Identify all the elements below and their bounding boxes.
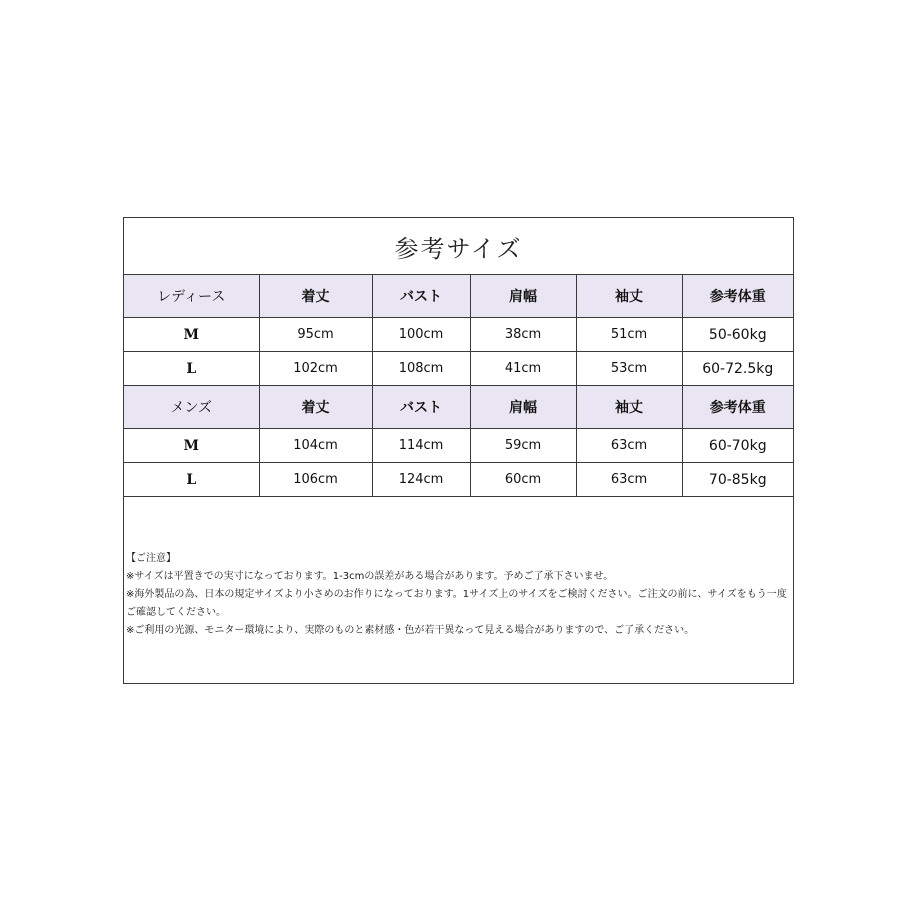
table-header-row <box>124 275 793 318</box>
cell-weight: 60-70kg <box>682 429 793 463</box>
cell-length: 102cm <box>259 352 372 386</box>
group-label-mens: メンズ <box>124 386 259 429</box>
cell-shoulder: 60cm <box>470 463 576 497</box>
header-length: 着丈 <box>259 275 372 318</box>
size-label: M <box>124 318 259 352</box>
cell-weight: 60-72.5kg <box>682 352 793 386</box>
header-bust: バスト <box>372 275 470 318</box>
cell-weight: 70-85kg <box>682 463 793 497</box>
group-label-ladies: レディース <box>124 275 259 318</box>
header-shoulder: 肩幅 <box>470 275 576 318</box>
note-line: ※ご利用の光源、モニター環境により、実際のものと素材感・色が若干異なって見える場合がありますので、ご了承ください。 <box>126 625 695 636</box>
cell-weight: 50-60kg <box>682 318 793 352</box>
notes-heading: 【ご注意】 <box>126 553 176 564</box>
size-label: M <box>124 429 259 463</box>
size-label: L <box>124 463 259 497</box>
size-chart-card <box>123 217 794 684</box>
page-title: 参考サイズ <box>394 234 523 263</box>
header-weight: 参考体重 <box>682 275 793 318</box>
cell-shoulder: 59cm <box>470 429 576 463</box>
table-header-row <box>124 386 793 429</box>
cell-bust: 114cm <box>372 429 470 463</box>
cell-length: 95cm <box>259 318 372 352</box>
cell-length: 104cm <box>259 429 372 463</box>
size-label: L <box>124 352 259 386</box>
header-shoulder: 肩幅 <box>470 386 576 429</box>
cell-sleeve: 63cm <box>576 463 682 497</box>
header-weight: 参考体重 <box>682 386 793 429</box>
header-sleeve: 袖丈 <box>576 275 682 318</box>
note-line: ※海外製品の為、日本の規定サイズより小さめのお作りになっております。1サイズ上のサイズをご検討ください。ご注文の前に、サイズをもう一度ご確認してください。 <box>126 589 787 618</box>
cell-sleeve: 63cm <box>576 429 682 463</box>
cell-bust: 124cm <box>372 463 470 497</box>
header-sleeve: 袖丈 <box>576 386 682 429</box>
note-line: ※サイズは平置きでの実寸になっております。1-3cmの誤差がある場合があります。予めご了承下さいませ。 <box>126 571 614 582</box>
cell-shoulder: 38cm <box>470 318 576 352</box>
cell-bust: 108cm <box>372 352 470 386</box>
table-row <box>124 463 793 497</box>
header-bust: バスト <box>372 386 470 429</box>
table-row <box>124 429 793 463</box>
size-table <box>124 274 793 497</box>
cell-length: 106cm <box>259 463 372 497</box>
cell-sleeve: 51cm <box>576 318 682 352</box>
header-length: 着丈 <box>259 386 372 429</box>
cell-bust: 100cm <box>372 318 470 352</box>
cell-shoulder: 41cm <box>470 352 576 386</box>
table-row <box>124 318 793 352</box>
table-row <box>124 352 793 386</box>
notes-section <box>126 550 790 640</box>
cell-sleeve: 53cm <box>576 352 682 386</box>
